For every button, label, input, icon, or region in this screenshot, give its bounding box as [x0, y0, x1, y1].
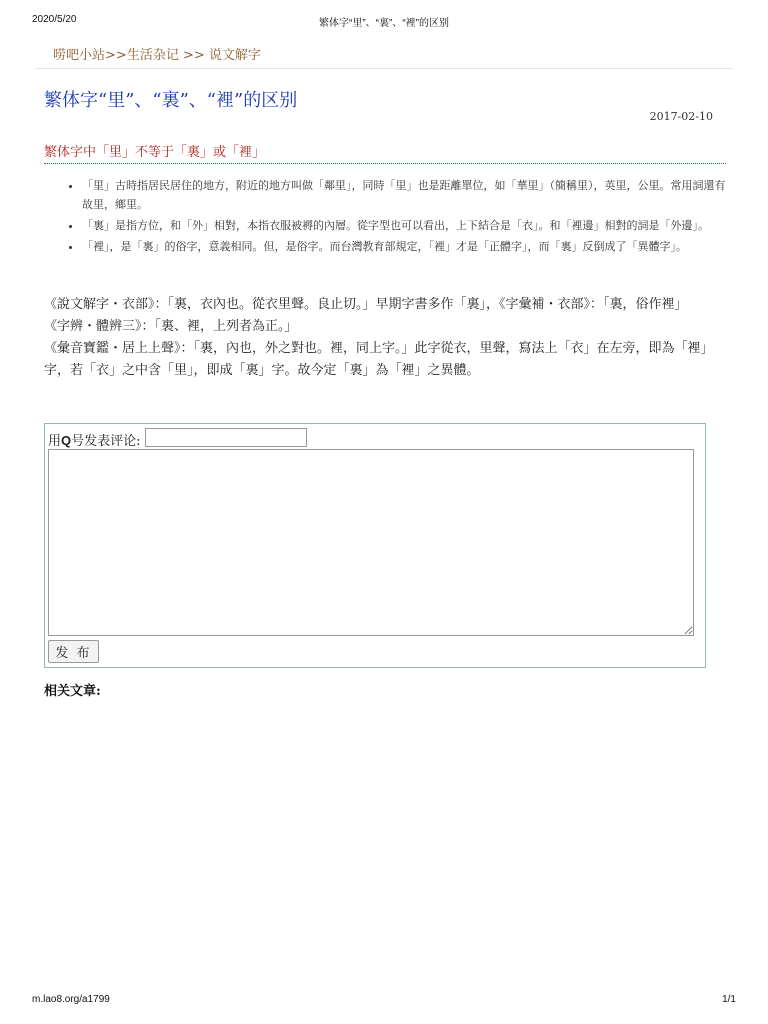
body-paragraph: 《字辨・體辨三》：「裏、裡，上列者為正。」: [44, 319, 298, 334]
list-item: • 「里」古時指居民居住的地方，附近的地方叫做「鄰里」，同時「里」也是距離單位，如「華里」（簡稱里），英里，公里。常用詞還有故里，鄉里。: [82, 176, 728, 214]
print-url: m.lao8.org/a1799: [32, 994, 110, 1005]
body-paragraph: 《說文解字・衣部》：「裏，衣內也。從衣里聲。良止切。」早期字書多作「裏」，《字彙補・衣部》：「裏，俗作裡」: [44, 297, 688, 312]
article-body: [44, 294, 728, 382]
comment-label-q: Q: [61, 433, 72, 448]
section-heading: 繁体字中「里」不等于「裏」或「裡」: [44, 141, 726, 164]
print-date: 2020/5/20: [32, 14, 77, 25]
related-articles-heading: 相关文章:: [44, 684, 101, 699]
breadcrumb-bar: [35, 36, 733, 69]
article-title: 繁体字“里”、“裏”、“裡”的区别: [44, 90, 298, 111]
comment-label-suffix: 号发表评论:: [71, 434, 141, 449]
breadcrumb-separator: >>: [105, 48, 127, 63]
submit-button[interactable]: 发 布: [48, 640, 99, 663]
comment-textarea[interactable]: [48, 449, 694, 636]
definition-list: [44, 176, 728, 258]
breadcrumb-link-life[interactable]: 生活杂记: [126, 48, 179, 63]
list-item: • 「裏」是指方位，和「外」相對，本指衣服被褥的內層。從字型也可以看出，上下結合是「衣」。和「裡邊」相對的詞是「外邊」。: [82, 216, 728, 235]
comment-label-prefix: 用: [48, 434, 62, 449]
comment-label: [48, 430, 141, 449]
body-paragraph: 《彙音寶鑑・居上上聲》：「裏，內也，外之對也。裡，同上字。」此字從衣，里聲，寫法上「衣」在左旁，即為「裡」字，若「衣」之中含「里」，即成「裏」字。故今定「裏」為「裡」之異體。: [44, 341, 714, 378]
breadcrumb-separator: >>: [182, 48, 205, 63]
article-date: 2017-02-10: [649, 110, 713, 123]
qq-number-input[interactable]: [145, 428, 307, 447]
print-page-title: 繁体字“里”、“裏”、“裡”的区别: [319, 18, 449, 29]
breadcrumb-link-category[interactable]: 说文解字: [208, 48, 261, 63]
breadcrumb-link-home[interactable]: 唠吧小站: [53, 48, 106, 63]
list-item: • 「裡」，是「裏」的俗字，意義相同。但，是俗字。而台灣教育部規定，「裡」才是「正體字」，而「裏」反倒成了「異體字」。: [82, 237, 728, 256]
print-page-count: 1/1: [722, 994, 736, 1005]
breadcrumb: [53, 44, 261, 63]
comment-form: [44, 423, 706, 668]
